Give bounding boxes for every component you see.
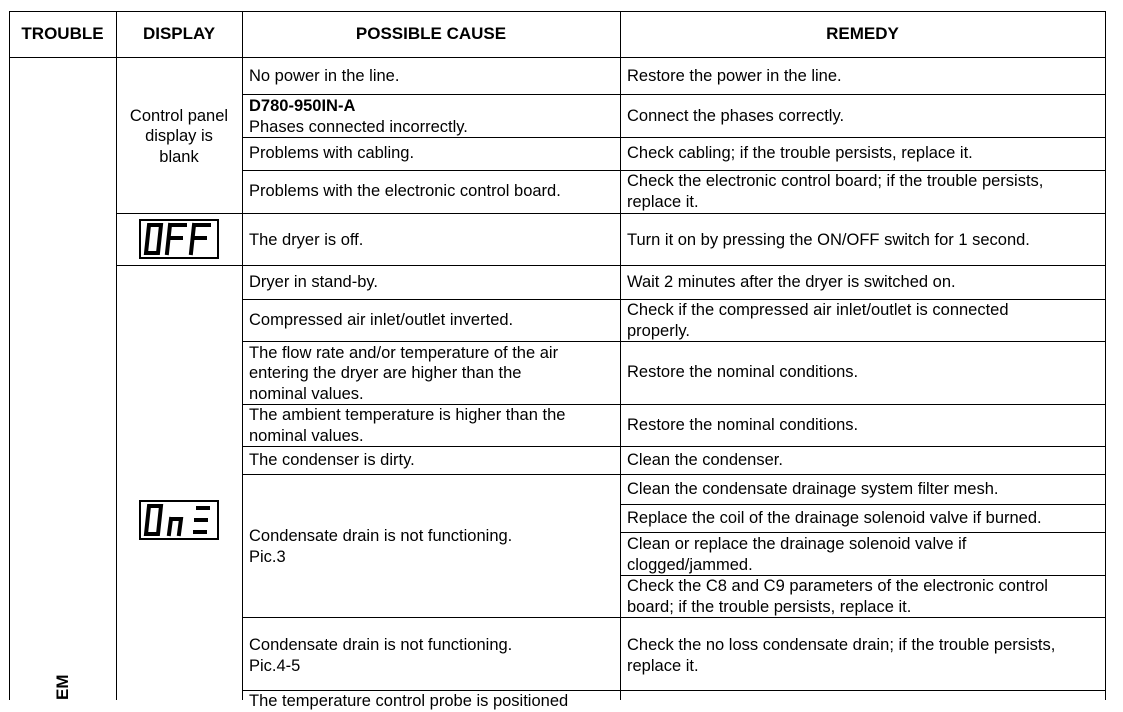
remedy-turn-on: Turn it on by pressing the ON/OFF switch for 1 second. xyxy=(627,231,1030,249)
remedy-restore-nominal: Restore the nominal conditions. xyxy=(627,363,859,381)
display-blank-line-2: display is xyxy=(145,127,213,145)
remedy-divider xyxy=(620,532,1106,533)
remedy-divider xyxy=(620,504,1106,505)
remedy-clean-condenser: Clean the condenser. xyxy=(627,451,783,469)
column-divider-remedy xyxy=(620,11,621,700)
remedy-check-drain-line-2: replace it. xyxy=(627,657,699,675)
trouble-label: EM xyxy=(53,674,72,700)
cause-phases-incorrect: Phases connected incorrectly. xyxy=(249,118,468,136)
cause-drain-line-1: Condensate drain is not functioning. xyxy=(249,527,513,545)
table-border-top xyxy=(9,11,1106,12)
row-divider xyxy=(243,446,1106,447)
cause-ambient-line-1: The ambient temperature is higher than the xyxy=(249,406,566,424)
header-possible-cause: POSSIBLE CAUSE xyxy=(355,24,507,43)
cause-standby: Dryer in stand-by. xyxy=(249,273,378,291)
header-display: DISPLAY xyxy=(142,24,216,43)
cause-flow-rate-line-1: The flow rate and/or temperature of the air xyxy=(249,344,559,362)
column-divider-cause xyxy=(242,11,243,700)
cause-cabling: Problems with cabling. xyxy=(249,144,415,162)
remedy-connect-phases: Connect the phases correctly. xyxy=(627,107,845,125)
cause-ambient-line-2: nominal values. xyxy=(249,427,364,445)
remedy-wait: Wait 2 minutes after the dryer is switched on. xyxy=(627,273,956,291)
table-border-left xyxy=(9,11,10,700)
cause-flow-rate-line-2: entering the dryer are higher than the xyxy=(249,364,522,382)
display-blank-line-3: blank xyxy=(159,148,199,166)
header-trouble: TROUBLE xyxy=(21,24,104,43)
header-divider xyxy=(9,57,1106,58)
remedy-check-board-line-1: Check the electronic control board; if the trouble persists, xyxy=(627,172,1044,190)
cause-inlet-inverted: Compressed air inlet/outlet inverted. xyxy=(249,311,514,329)
remedy-restore-nominal: Restore the nominal conditions. xyxy=(627,416,859,434)
cause-drain2-line-1: Condensate drain is not functioning. xyxy=(249,636,513,654)
header-remedy: REMEDY xyxy=(826,24,899,43)
model-label: D780-950IN-A xyxy=(249,97,356,115)
cause-flow-rate-line-3: nominal values. xyxy=(249,385,364,403)
row-divider xyxy=(117,265,1106,266)
cause-dryer-off: The dryer is off. xyxy=(249,231,364,249)
cause-control-board: Problems with the electronic control board. xyxy=(249,182,561,200)
cause-drain2-line-2: Pic.4-5 xyxy=(249,657,301,675)
remedy-replace-coil: Replace the coil of the drainage solenoid valve if burned. xyxy=(627,509,1042,527)
remedy-check-inlet-line-2: properly. xyxy=(627,322,690,340)
lcd-on-icon xyxy=(139,500,219,540)
remedy-restore-power: Restore the power in the line. xyxy=(627,67,842,85)
lcd-off-icon xyxy=(139,219,219,259)
remedy-check-board-line-2: replace it. xyxy=(627,193,699,211)
row-divider xyxy=(243,474,1106,475)
row-divider xyxy=(117,213,1106,214)
remedy-clean-filter: Clean the condensate drainage system filter mesh. xyxy=(627,480,999,498)
remedy-check-params-line-1: Check the C8 and C9 parameters of the electronic control xyxy=(627,577,1048,595)
cause-condenser-dirty: The condenser is dirty. xyxy=(249,451,415,469)
remedy-check-drain-line-1: Check the no loss condensate drain; if the trouble persists, xyxy=(627,636,1056,654)
remedy-clean-valve-line-2: clogged/jammed. xyxy=(627,556,753,574)
cause-no-power: No power in the line. xyxy=(249,67,400,85)
display-blank-line-1: Control panel xyxy=(129,107,229,125)
remedy-clean-valve-line-1: Clean or replace the drainage solenoid valve if xyxy=(627,535,967,553)
cause-probe-position: The temperature control probe is positioned xyxy=(249,692,569,710)
row-divider xyxy=(243,94,1106,95)
table-border-right xyxy=(1105,11,1106,700)
remedy-check-cabling: Check cabling; if the trouble persists, replace it. xyxy=(627,144,973,162)
remedy-check-params-line-2: board; if the trouble persists, replace it. xyxy=(627,598,912,616)
cause-drain-line-2: Pic.3 xyxy=(249,548,286,566)
remedy-check-inlet-line-1: Check if the compressed air inlet/outlet is connected xyxy=(627,301,1009,319)
